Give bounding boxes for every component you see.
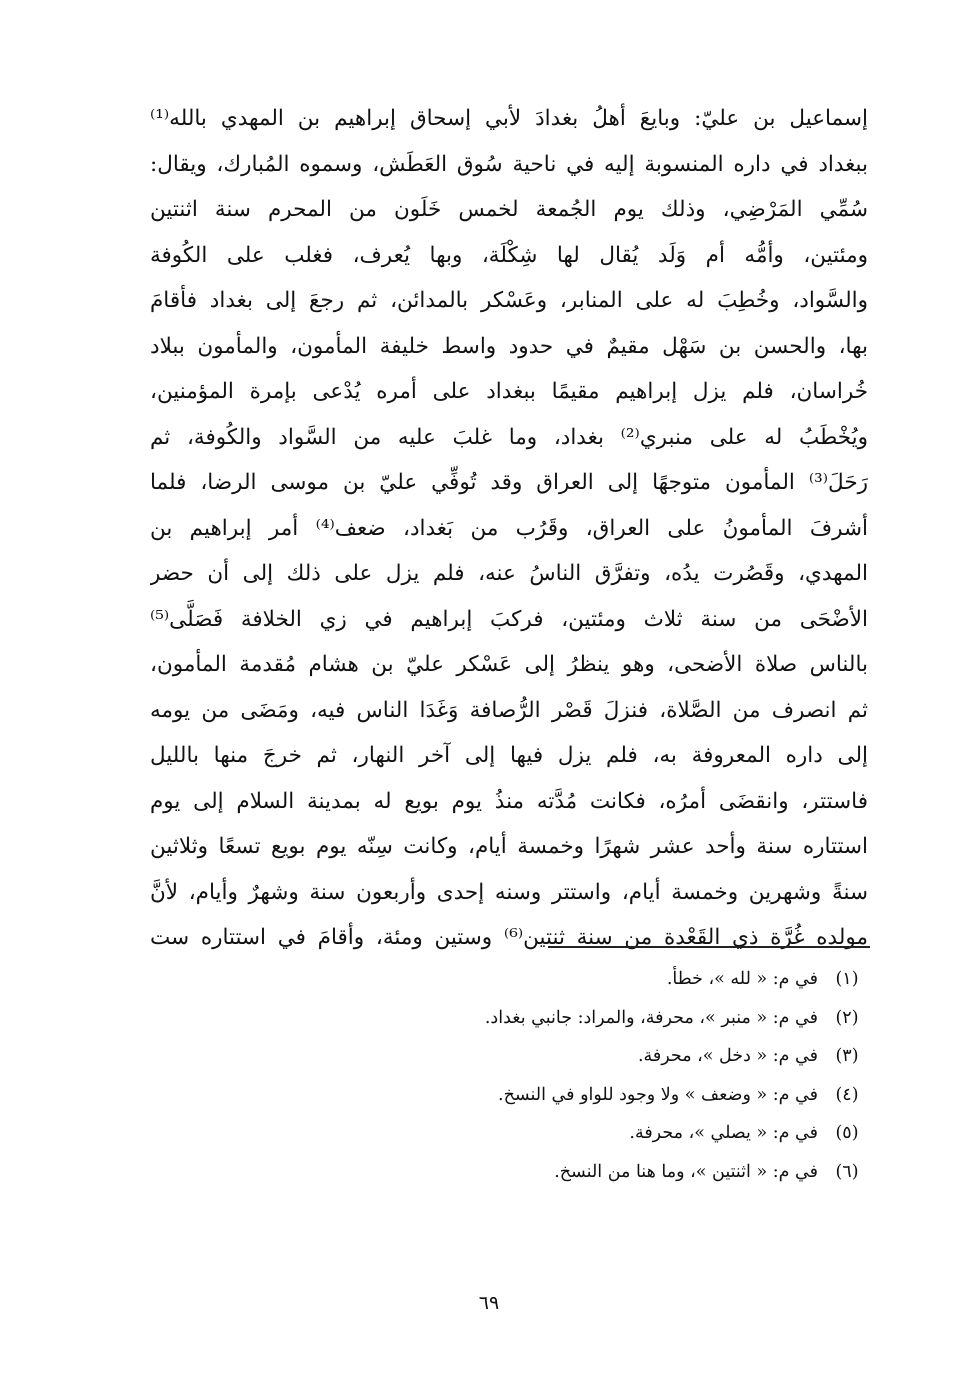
footnote-text: في م: « منبر »، محرفة، والمراد: جانبي بغداد. [484, 1007, 818, 1028]
text-line: والسَّواد، وخُطِبَ له على المنابر، وعَسْكر بالمدائن، ثم رجعَ إلى بغداد فأقامَ [150, 288, 868, 313]
text-line: خُراسان، فلم يزل إبراهيم مقيمًا ببغداد على أمره يُدْعى بإمرة المؤمنين، [150, 379, 868, 404]
text-line: مولده غُرَّة ذي القَعْدة من سنة ثنتين⁽⁶⁾ وستين ومئة، وأقامَ في استتاره ست [150, 925, 868, 950]
text-line: سُمِّي المَرْضِي، وذلك يوم الجُمعة لخمس خَلَون من المحرم سنة اثنتين [150, 197, 868, 222]
main-text [150, 96, 868, 961]
footnote-number: (٢) [835, 1007, 859, 1028]
text-line: إلى داره المعروفة به، فلم يزل فيها إلى آخر النهار، ثم خرجَ منها بالليل [150, 743, 868, 768]
footnote-text: في م: « لله »، خطأ. [666, 969, 818, 989]
footnote-text: في م: « اثنتين »، وما هنا من النسخ. [554, 1161, 818, 1182]
text-line: ثم انصرف من الصَّلاة، فنزلَ قَصْر الرُّصافة وَغَدَا الناس فيه، ومَضَى من يومه [150, 697, 868, 723]
text-line: استتاره سنة وأحد عشر شهرًا وخمسة أيام، وكانت سِنّه يوم بويع تسعًا وثلاثين [150, 834, 868, 859]
footnote-text: في م: « دخل »، محرفة. [637, 1046, 818, 1066]
footnotes [400, 960, 868, 1191]
footnote [400, 1153, 868, 1192]
footnote [400, 1076, 868, 1115]
text-line: رَحَلَ⁽³⁾ المأمون متوجهًا إلى العراق وقد تُوفِّي عليّ بن موسى الرضا، فلما [150, 470, 868, 495]
text-line: أشرفَ المأمونُ على العراق، وقَرُب من بَغداد، ضعف⁽⁴⁾ أمر إبراهيم بن [150, 515, 868, 541]
footnote-number: (٤) [835, 1084, 859, 1105]
footnote-divider [548, 946, 870, 948]
footnote-number: (٦) [835, 1161, 859, 1182]
text-line: الأضْحَى من سنة ثلاث ومئتين، فركبَ إبراهيم في زي الخلافة فَصَلَّى⁽⁵⁾ [150, 606, 868, 632]
page-number: ٦٩ [478, 1292, 500, 1314]
footnote-number: (٣) [835, 1046, 859, 1066]
text-line: ببغداد في داره المنسوبة إليه في ناحية سُوق العَطَش، وسموه المُبارك، ويقال: [150, 151, 868, 177]
text-line: سنةً وشهرين وخمسة أيام، واستتر وسنه إحدى وأربعون سنة وشهرٌ وأيام، لأنَّ [150, 879, 868, 905]
text-line: ومئتين، وأمُّه أم وَلَد يُقال لها شِكْلَة، وبها يُعرف، فغلب على الكُوفة [150, 242, 868, 268]
text-line: ويُخْطَبُ له على منبري⁽²⁾ بغداد، وما غلبَ عليه من السَّواد والكُوفة، ثم [150, 424, 868, 450]
footnote [400, 1037, 868, 1076]
footnote-number: (١) [835, 969, 859, 989]
text-line: بها، والحسن بن سَهْل مقيمٌ في حدود واسط خليفة المأمون، والمأمون ببلاد [150, 333, 868, 359]
footnote-number: (٥) [835, 1123, 859, 1143]
text-line: المهدي، وقَصُرت يدُه، وتفرَّق الناسُ عنه، فلم يزل على ذلك إلى أن حضر [150, 561, 868, 586]
footnote [400, 999, 868, 1038]
text-line: فاستتر، وانقضَى أمرُه، فكانت مُدَّته منذُ يوم بويع له بمدينة السلام إلى يوم [150, 788, 868, 814]
footnote-text: في م: « يصلي »، محرفة. [629, 1123, 818, 1143]
text-line: إسماعيل بن عليّ: وبايعَ أهلُ بغدادَ لأبي إسحاق إبراهيم بن المهدي بالله⁽¹⁾ [150, 106, 868, 131]
footnote-text: في م: « وضعف » ولا وجود للواو في النسخ. [498, 1084, 818, 1105]
text-line: بالناس صلاة الأضحى، وهو ينظرُ إلى عَسْكر عليّ بن هشام مُقدمة المأمون، [150, 652, 868, 677]
footnote [400, 1114, 868, 1153]
footnote [400, 960, 868, 999]
